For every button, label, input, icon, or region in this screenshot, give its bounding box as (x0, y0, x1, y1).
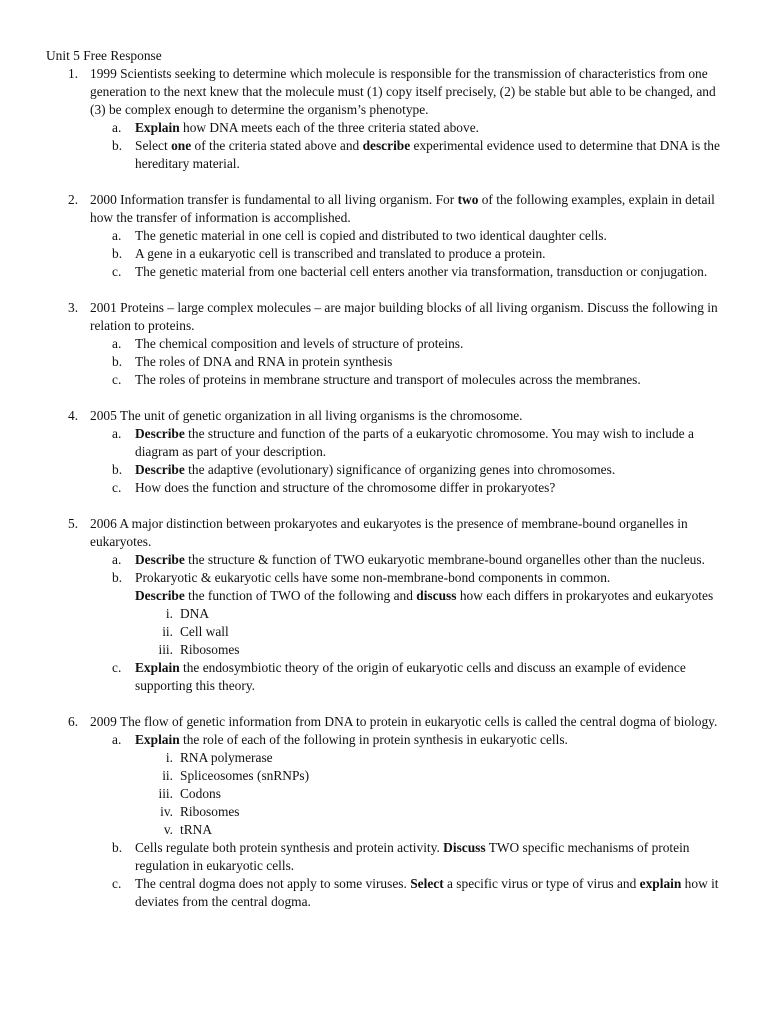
subpart-text: Ribosomes (180, 642, 240, 657)
question-part (90, 731, 724, 839)
part-text (135, 551, 724, 569)
part-bold-text: Discuss (443, 840, 486, 855)
part-text: A gene in a eukaryotic cell is transcribed and translated to produce a protein. (135, 246, 546, 261)
question-number: 2. (68, 192, 79, 207)
question-part (90, 551, 724, 569)
part-letter: c. (112, 876, 122, 891)
subpart-list (135, 749, 724, 839)
question-item (0, 515, 768, 695)
question-item (0, 65, 768, 173)
part-bold-text: explain (639, 876, 682, 891)
question-stem-text: 1999 Scientists seeking to determine which molecule is responsible for the transmission of characteristics from one generation to the next knew that the molecule must (1) copy itself precisely, (2) be stable but able to be changed, and (3) be complex enough to determine the organism’s phenotype. (90, 66, 716, 117)
part-letter: c. (112, 480, 122, 495)
part-text (135, 731, 724, 749)
question-item (0, 407, 768, 497)
question-part (90, 137, 724, 173)
part-text: How does the function and structure of the chromosome differ in prokaryotes? (135, 480, 556, 495)
part-letter: b. (112, 840, 123, 855)
subpart-numeral: iii. (158, 786, 173, 801)
part-bold-text: Explain (135, 660, 180, 675)
part-text (135, 119, 724, 137)
subpart-numeral: i. (165, 606, 173, 621)
part-text (135, 227, 724, 245)
question-part (90, 353, 724, 371)
question-stem-bold-text: two (457, 192, 479, 207)
subpart-text: Codons (180, 786, 221, 801)
part-text (135, 137, 724, 173)
question-number: 3. (68, 300, 79, 315)
part-text: the function of TWO of the following and (184, 588, 417, 603)
part-bold-text: Describe (135, 426, 185, 441)
part-letter: b. (112, 570, 123, 585)
question-parts (90, 551, 724, 695)
question-stem-text: 2005 The unit of genetic organization in all living organisms is the chromosome. (90, 408, 523, 423)
part-bold-text: Describe (135, 588, 185, 603)
part-bold-text: describe (362, 138, 411, 153)
part-text: how each differs in prokaryotes and eukaryotes (456, 588, 714, 603)
part-letter: a. (112, 426, 122, 441)
subpart-numeral: ii. (162, 624, 173, 639)
question-number: 6. (68, 714, 79, 729)
part-bold-text: Describe (135, 462, 185, 477)
part-text (135, 263, 724, 281)
part-text: the endosymbiotic theory of the origin of eukaryotic cells and discuss an example of evidence supporting this theory. (135, 660, 686, 693)
subpart-text: Spliceosomes (snRNPs) (180, 768, 310, 783)
part-text: The central dogma does not apply to some viruses. (135, 876, 411, 891)
part-text: the structure and function of the parts of a eukaryotic chromosome. You may wish to include a diagram as part of your description. (135, 426, 694, 459)
question-part (90, 245, 724, 263)
part-text: The roles of proteins in membrane structure and transport of molecules across the membranes. (135, 372, 641, 387)
question-number: 4. (68, 408, 79, 423)
part-text: how it deviates from the central dogma. (135, 876, 719, 909)
subpart-text: DNA (180, 606, 210, 621)
subpart-numeral: iii. (158, 642, 173, 657)
question-part (90, 569, 724, 659)
question-part (90, 839, 724, 875)
part-letter: b. (112, 138, 123, 153)
subpart-list (135, 605, 724, 659)
part-letter: a. (112, 120, 122, 135)
part-letter: b. (112, 354, 123, 369)
part-bold-text: Explain (135, 120, 180, 135)
part-text: Select (135, 138, 172, 153)
part-text (135, 839, 724, 875)
subpart-numeral: iv. (160, 804, 173, 819)
part-letter: a. (112, 336, 122, 351)
question-part (90, 479, 724, 497)
part-text: how DNA meets each of the three criteria stated above. (179, 120, 479, 135)
question-part (90, 263, 724, 281)
question-part (90, 659, 724, 695)
part-text (135, 875, 724, 911)
part-text (135, 245, 724, 263)
subpart-item (135, 749, 724, 767)
subpart-numeral: ii. (162, 768, 173, 783)
question-stem (90, 299, 724, 335)
part-text: Cells regulate both protein synthesis and protein activity. (135, 840, 444, 855)
subpart-item (135, 785, 724, 803)
question-stem-text: 2000 Information transfer is fundamental to all living organism. For (90, 192, 458, 207)
question-stem (90, 191, 724, 227)
part-bold-text: discuss (416, 588, 457, 603)
part-letter: b. (112, 246, 123, 261)
subpart-text: tRNA (180, 822, 212, 837)
question-part (90, 227, 724, 245)
question-stem-text: 2006 A major distinction between prokaryotes and eukaryotes is the presence of membrane-bound organelles in eukaryotes. (90, 516, 688, 549)
question-stem (90, 713, 724, 731)
part-text (135, 425, 724, 461)
question-part (90, 335, 724, 353)
part-bold-text: Explain (135, 732, 180, 747)
subpart-item (135, 767, 724, 785)
subpart-text: RNA polymerase (180, 750, 273, 765)
question-parts (90, 227, 724, 281)
question-part (90, 461, 724, 479)
question-number: 1. (68, 66, 79, 81)
part-text (135, 335, 724, 353)
question-part (90, 875, 724, 911)
question-parts (90, 335, 724, 389)
subpart-item (135, 641, 724, 659)
subpart-numeral: v. (163, 822, 173, 837)
part-text: The chemical composition and levels of structure of proteins. (135, 336, 464, 351)
question-stem (90, 65, 724, 119)
question-parts (90, 119, 724, 173)
part-text: the structure & function of TWO eukaryotic membrane-bound organelles other than the nucleus. (184, 552, 705, 567)
part-letter: c. (112, 660, 122, 675)
part-text: experimental evidence used to determine that DNA is the hereditary material. (135, 138, 720, 171)
part-letter: c. (112, 372, 122, 387)
subpart-text: Cell wall (180, 624, 229, 639)
part-text (135, 461, 724, 479)
question-number: 5. (68, 516, 79, 531)
part-bold-text: one (171, 138, 192, 153)
question-stem-text: 2001 Proteins – large complex molecules – are major building blocks of all living organism. Discuss the following in relation to proteins. (90, 300, 718, 333)
subpart-item (135, 623, 724, 641)
question-stem (90, 407, 724, 425)
question-part (90, 371, 724, 389)
subpart-item (135, 821, 724, 839)
part-text: of the criteria stated above and (191, 138, 363, 153)
part-letter: b. (112, 462, 123, 477)
part-letter: a. (112, 552, 122, 567)
part-text: The roles of DNA and RNA in protein synthesis (135, 354, 393, 369)
part-text: The genetic material from one bacterial cell enters another via transformation, transduction or conjugation. (135, 264, 708, 279)
part-text (135, 371, 724, 389)
part-text (135, 479, 724, 497)
question-item (0, 299, 768, 389)
part-text (135, 659, 724, 695)
question-item (0, 191, 768, 281)
subpart-item (135, 605, 724, 623)
question-parts (90, 425, 724, 497)
part-letter: a. (112, 732, 122, 747)
part-text: Prokaryotic & eukaryotic cells have some non-membrane-bond components in common. (135, 570, 611, 585)
part-text: a specific virus or type of virus and (443, 876, 640, 891)
question-stem (90, 515, 724, 551)
subpart-numeral: i. (165, 750, 173, 765)
subpart-text: Ribosomes (180, 804, 240, 819)
question-part (90, 119, 724, 137)
question-item (0, 713, 768, 911)
question-stem-text: 2009 The flow of genetic information from DNA to protein in eukaryotic cells is called the central dogma of biology. (90, 714, 718, 729)
question-list (0, 65, 768, 929)
part-bold-text: Select (410, 876, 444, 891)
part-text: the adaptive (evolutionary) significance of organizing genes into chromosomes. (184, 462, 616, 477)
part-text: TWO specific mechanisms of protein regulation in eukaryotic cells. (135, 840, 690, 873)
part-bold-text: Describe (135, 552, 185, 567)
part-text (135, 353, 724, 371)
part-text (135, 569, 724, 605)
question-part (90, 425, 724, 461)
part-text: the role of each of the following in protein synthesis in eukaryotic cells. (179, 732, 568, 747)
part-letter: c. (112, 264, 122, 279)
question-parts (90, 731, 724, 911)
part-letter: a. (112, 228, 122, 243)
part-text: The genetic material in one cell is copied and distributed to two identical daughter cells. (135, 228, 607, 243)
subpart-item (135, 803, 724, 821)
question-stem-text: of the following examples, explain in detail how the transfer of information is accomplished. (90, 192, 715, 225)
page-title: Unit 5 Free Response (46, 48, 162, 63)
